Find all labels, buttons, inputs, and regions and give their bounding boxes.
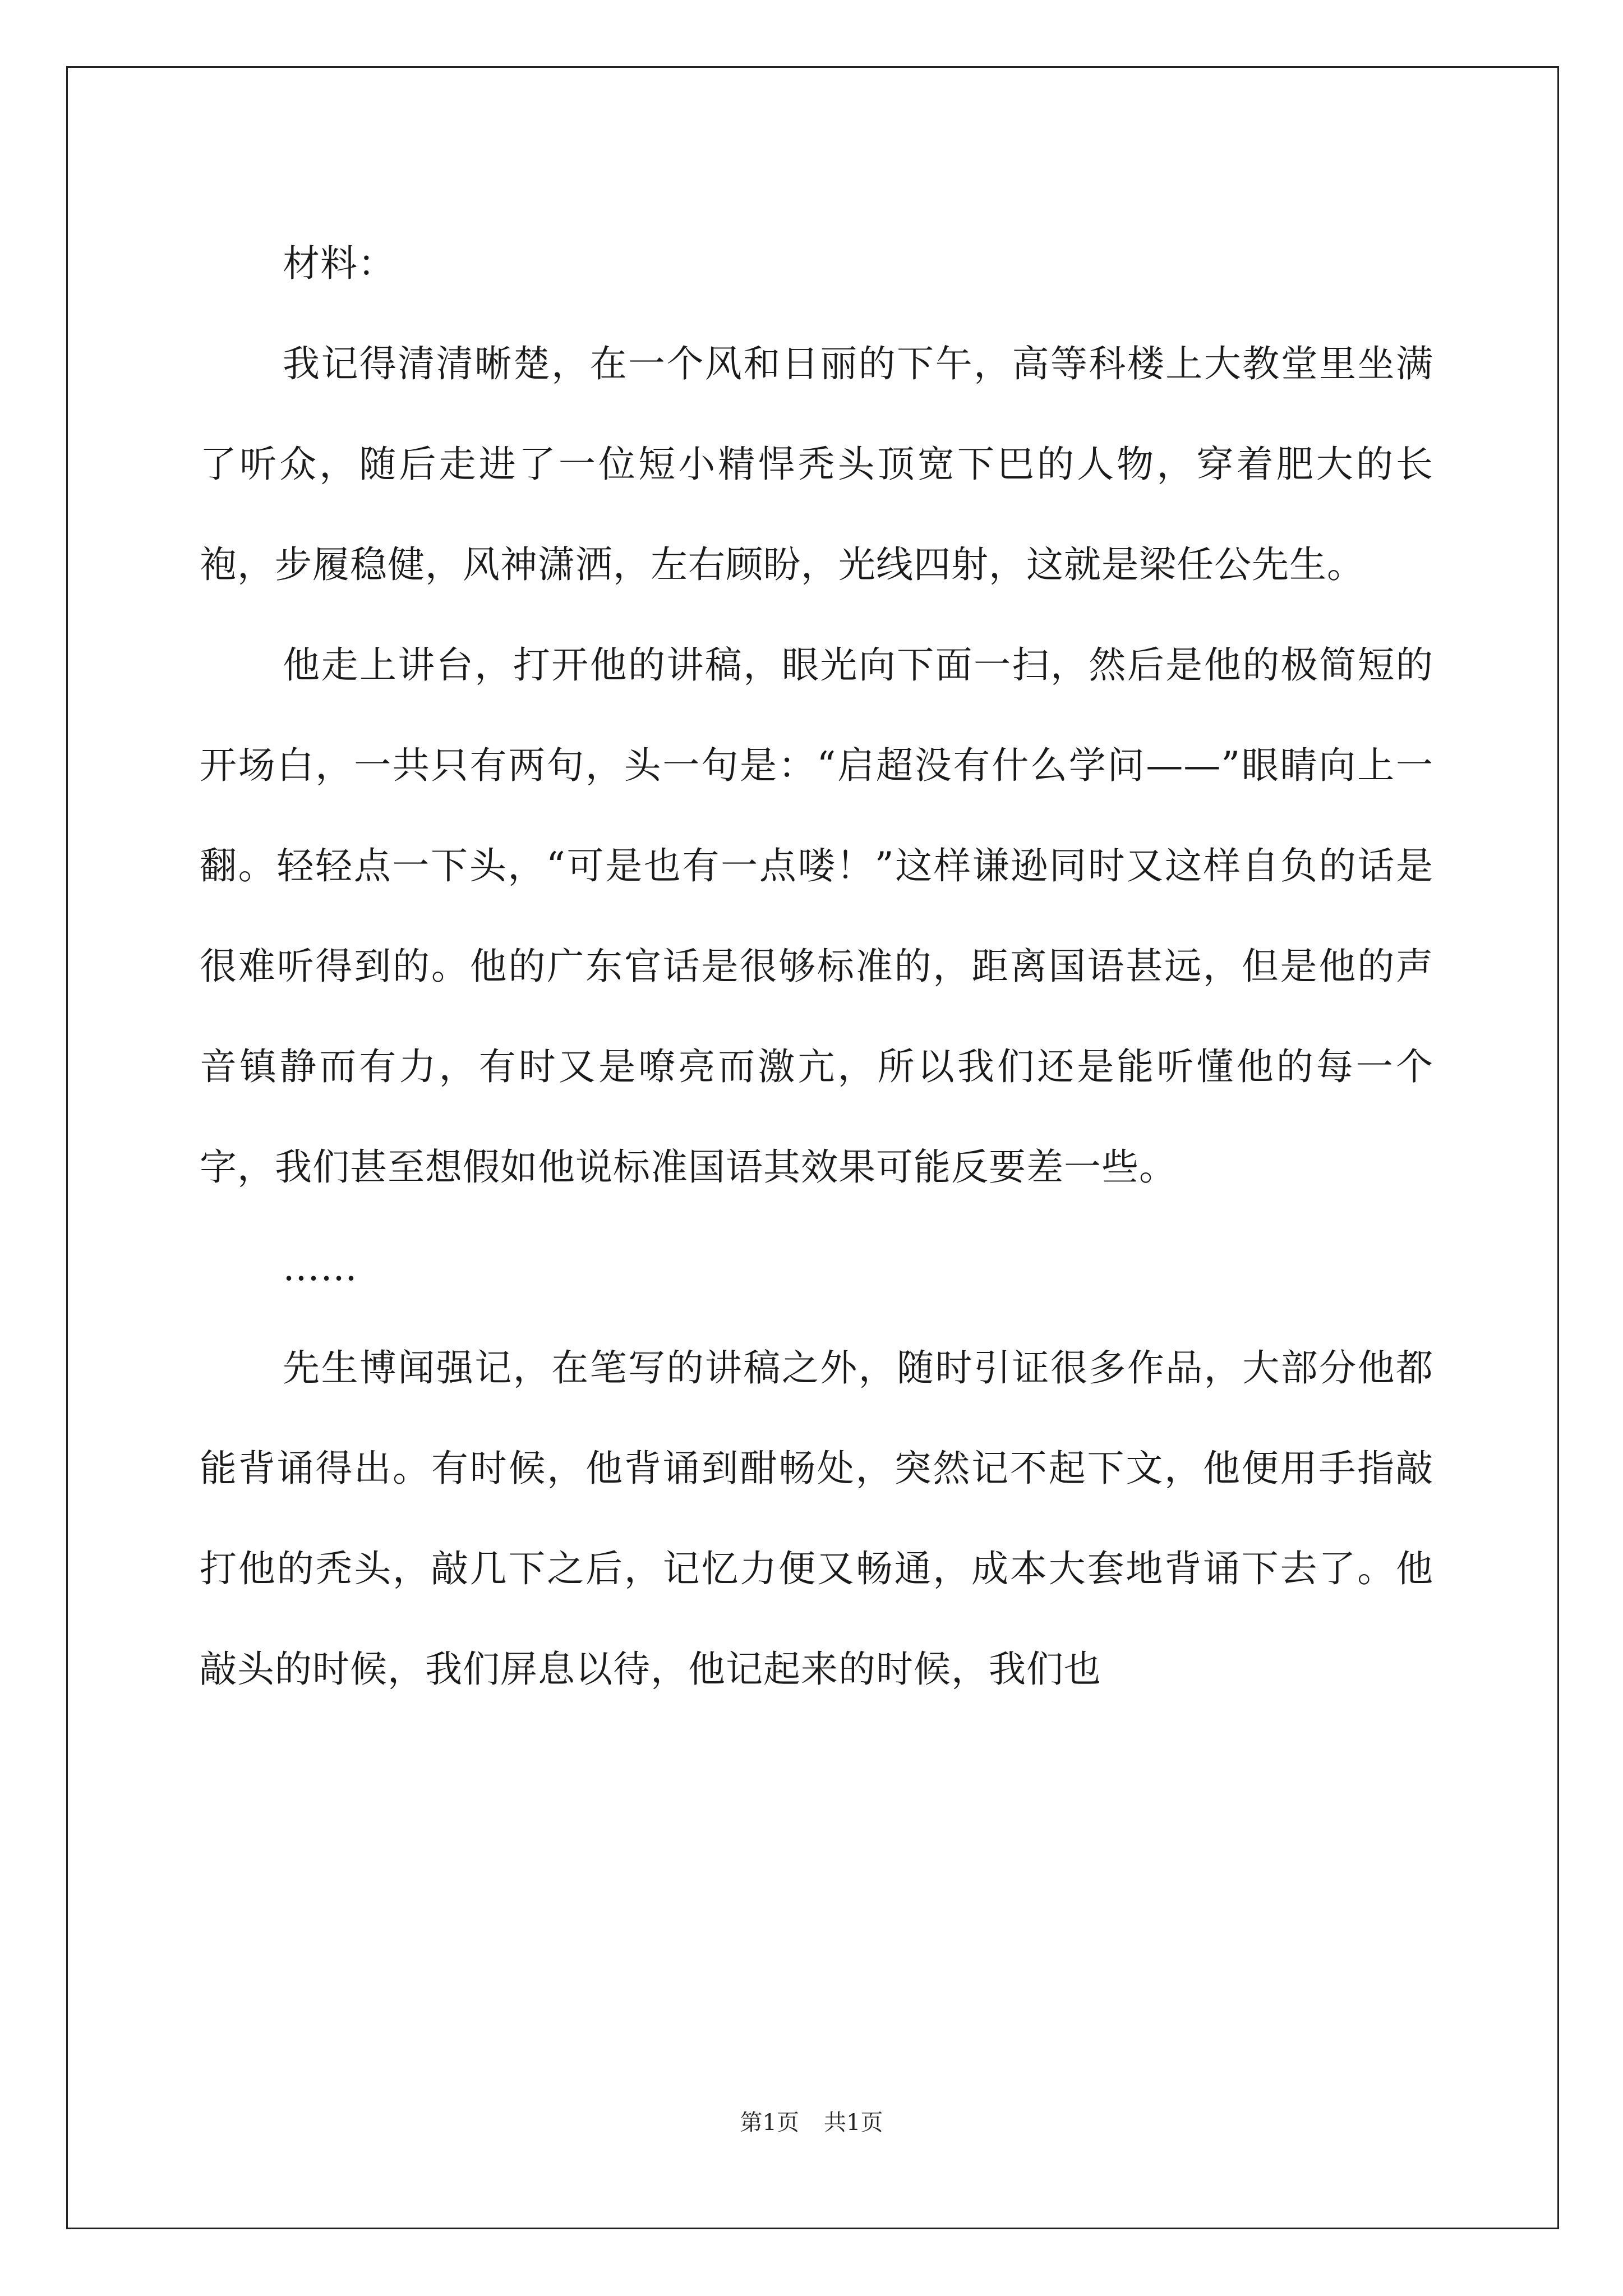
paragraph-ellipsis: …… [283,1246,358,1289]
document-body [200,213,1433,1719]
page-footer [0,2105,1623,2137]
page-total: 共1页 [824,2110,883,2136]
paragraph-1: 我记得清清晰楚，在一个风和日丽的下午，高等科楼上大教堂里坐满了听众，随后走进了一位短小精悍秃头顶宽下巴的人物，穿着肥大的长袍，步履稳健，风神潇洒，左右顾盼，光线四射，这就是梁任公先生。 [200,342,1433,586]
page-number: 第1页 [740,2110,799,2136]
paragraph-3: 先生博闻强记，在笔写的讲稿之外，随时引证很多作品，大部分他都能背诵得出。有时候，他背诵到酣畅处，突然记不起下文，他便用手指敲打他的秃头，敲几下之后，记忆力便又畅通，成本大套地背诵下去了。他敲头的时候，我们屏息以待，他记起来的时候，我们也 [200,1346,1433,1691]
paragraph-2: 他走上讲台，打开他的讲稿，眼光向下面一扫，然后是他的极简短的开场白，一共只有两句，头一句是：“启超没有什么学问——”眼睛向上一翻。轻轻点一下头，“可是也有一点喽！”这样谦逊同时又这样自负的话是很难听得到的。他的广东官话是很够标准的，距离国语甚远，但是他的声音镇静而有力，有时又是嘹亮而激亢，所以我们还是能听懂他的每一个字，我们甚至想假如他说标准国语其效果可能反要差一些。 [200,643,1433,1189]
paragraph-material-label: 材料： [283,242,395,285]
